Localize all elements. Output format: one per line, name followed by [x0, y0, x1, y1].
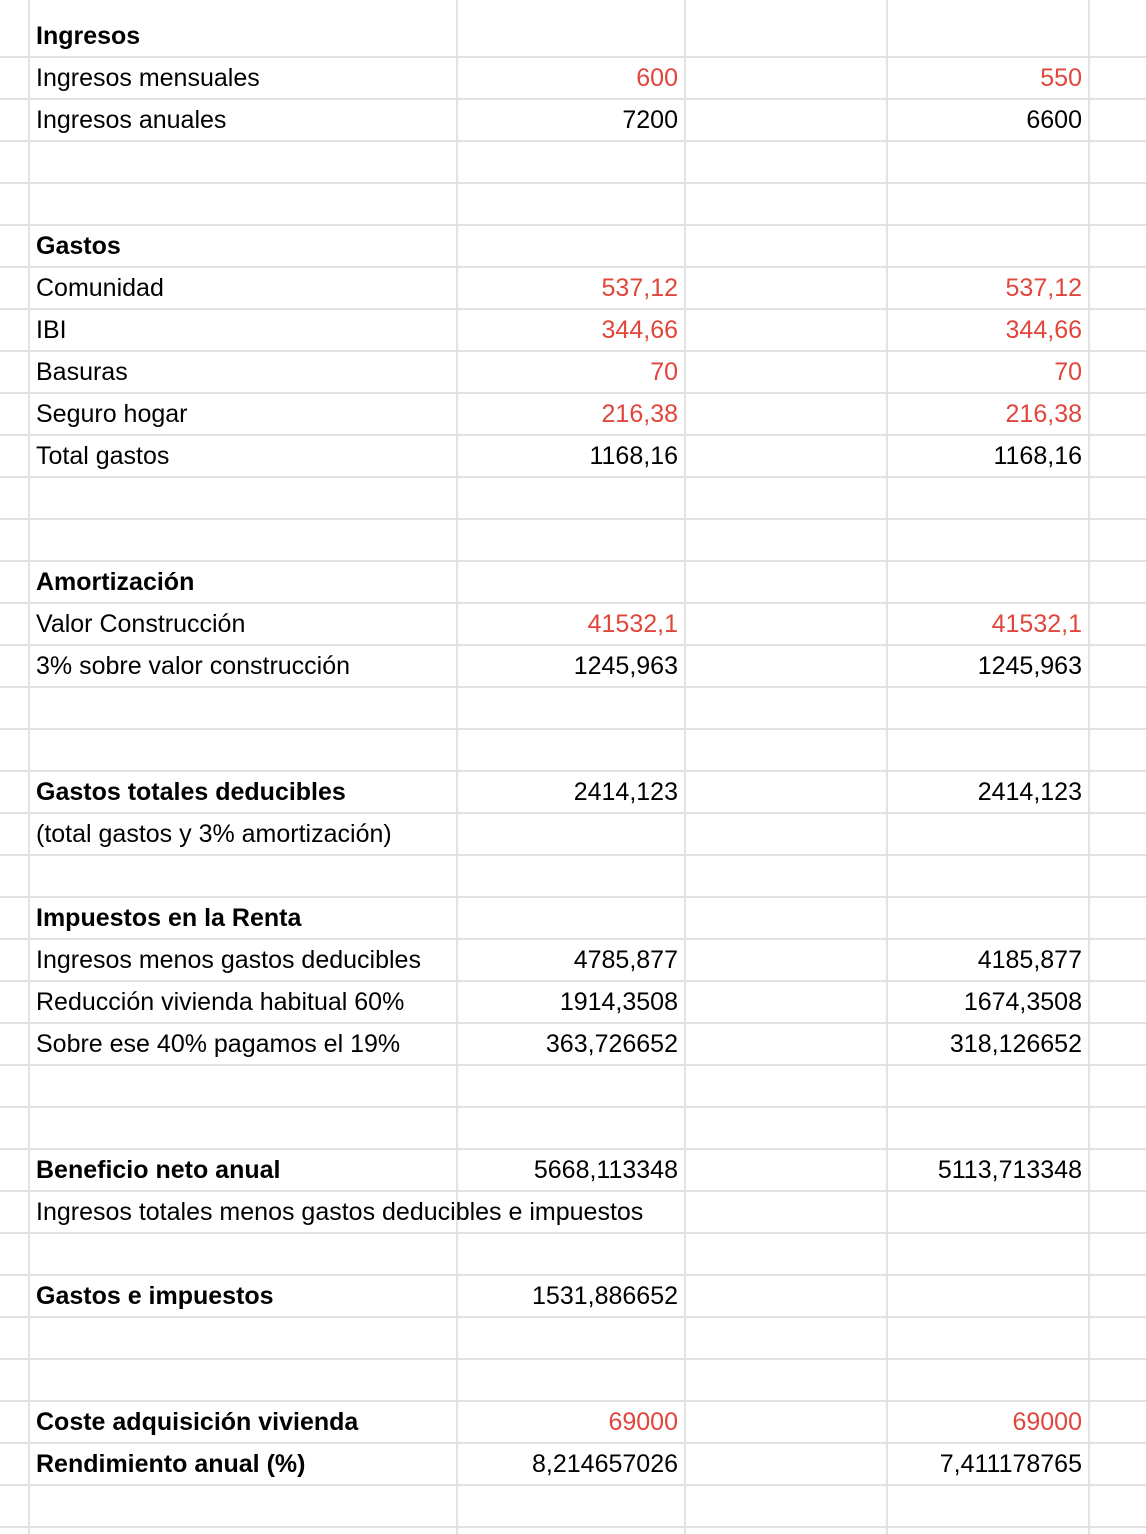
value-cell-column-1[interactable]: 363,726652 — [545, 1030, 678, 1058]
value-cell-column-1[interactable] — [458, 1234, 678, 1274]
value-cell-column-2[interactable]: 41532,1 — [991, 610, 1082, 638]
row-label-cell[interactable]: Ingresos — [36, 22, 141, 50]
value-cell-column-2[interactable]: 1168,16 — [993, 442, 1082, 470]
value-cell-column-2[interactable]: 1245,963 — [977, 652, 1082, 680]
value-cell-column-1[interactable]: 1168,16 — [589, 442, 678, 470]
value-cell-column-1[interactable]: 69000 — [608, 1408, 678, 1436]
value-cell-column-2[interactable] — [888, 856, 1082, 896]
value-cell-column-2[interactable] — [888, 1108, 1082, 1148]
row-label-cell[interactable]: Ingresos mensuales — [36, 64, 260, 92]
value-cell-column-1[interactable] — [458, 1318, 678, 1358]
value-cell-column-1[interactable] — [458, 1192, 678, 1232]
sheet-row — [0, 898, 1146, 940]
sheet-row — [0, 394, 1146, 436]
value-cell-column-2[interactable] — [888, 1486, 1082, 1526]
value-cell-column-1[interactable]: 600 — [636, 64, 678, 92]
value-cell-column-1[interactable] — [458, 730, 678, 770]
sheet-row — [0, 646, 1146, 688]
row-label-cell[interactable]: Rendimiento anual (%) — [36, 1450, 306, 1478]
row-label-cell[interactable]: Ingresos totales menos gastos deducibles e impuestos — [36, 1198, 644, 1226]
value-cell-column-1[interactable] — [458, 1486, 678, 1526]
value-cell-column-2[interactable] — [888, 898, 1082, 938]
value-cell-column-2[interactable]: 4185,877 — [977, 946, 1082, 974]
value-cell-column-2[interactable] — [888, 1192, 1082, 1232]
value-cell-column-1[interactable]: 8,214657026 — [532, 1450, 678, 1478]
value-cell-column-2[interactable] — [888, 520, 1082, 560]
value-cell-column-2[interactable] — [888, 1318, 1082, 1358]
sheet-row — [0, 1444, 1146, 1486]
value-cell-column-1[interactable]: 216,38 — [601, 400, 678, 428]
value-cell-column-1[interactable] — [458, 898, 678, 938]
row-label-cell[interactable]: Coste adquisición vivienda — [36, 1408, 359, 1436]
value-cell-column-2[interactable]: 5113,713348 — [937, 1156, 1082, 1184]
value-cell-column-1[interactable] — [458, 478, 678, 518]
value-cell-column-2[interactable] — [888, 688, 1082, 728]
sheet-row — [0, 604, 1146, 646]
sheet-row — [0, 436, 1146, 478]
value-cell-column-2[interactable] — [888, 1276, 1082, 1316]
row-label-cell[interactable]: 3% sobre valor construcción — [36, 652, 351, 680]
sheet-row — [0, 1318, 1146, 1360]
value-cell-column-2[interactable]: 216,38 — [1005, 400, 1082, 428]
sheet-row — [0, 478, 1146, 520]
row-label-cell[interactable]: Total gastos — [36, 442, 170, 470]
value-cell-column-2[interactable]: 1674,3508 — [963, 988, 1082, 1016]
value-cell-column-2[interactable]: 537,12 — [1005, 274, 1082, 302]
sheet-row — [0, 16, 1146, 58]
value-cell-column-2[interactable]: 70 — [1054, 358, 1082, 386]
row-label-cell[interactable]: Impuestos en la Renta — [36, 904, 302, 932]
value-cell-column-2[interactable]: 6600 — [1026, 106, 1082, 134]
sheet-row — [0, 1276, 1146, 1318]
value-cell-column-1[interactable] — [458, 814, 678, 854]
row-label-cell[interactable]: IBI — [36, 316, 67, 344]
sheet-row — [0, 982, 1146, 1024]
sheet-row — [0, 1108, 1146, 1150]
value-cell-column-1[interactable]: 1245,963 — [573, 652, 678, 680]
value-cell-column-2[interactable] — [888, 1066, 1082, 1106]
sheet-row — [0, 226, 1146, 268]
row-label-cell[interactable]: Basuras — [36, 358, 128, 386]
row-label-cell[interactable]: Valor Construcción — [36, 610, 246, 638]
value-cell-column-2[interactable] — [888, 1360, 1082, 1400]
value-cell-column-1[interactable]: 70 — [650, 358, 678, 386]
value-cell-column-2[interactable] — [888, 16, 1082, 56]
value-cell-column-1[interactable]: 1531,886652 — [532, 1282, 678, 1310]
value-cell-column-1[interactable] — [458, 1360, 678, 1400]
value-cell-column-2[interactable] — [888, 142, 1082, 182]
value-cell-column-1[interactable] — [458, 562, 678, 602]
row-label-cell[interactable]: Sobre ese 40% pagamos el 19% — [36, 1030, 401, 1058]
row-label-cell[interactable]: Gastos totales deducibles — [36, 778, 346, 806]
sheet-row — [0, 1360, 1146, 1402]
sheet-row — [0, 1486, 1146, 1528]
row-label-cell[interactable]: Ingresos anuales — [36, 106, 227, 134]
value-cell-column-2[interactable] — [888, 226, 1082, 266]
sheet-row — [0, 856, 1146, 898]
sheet-row — [0, 814, 1146, 856]
sheet-row — [0, 352, 1146, 394]
sheet-row — [0, 1150, 1146, 1192]
sheet-row — [0, 940, 1146, 982]
row-label-cell[interactable]: Seguro hogar — [36, 400, 188, 428]
value-cell-column-2[interactable]: 2414,123 — [977, 778, 1082, 806]
sheet-row — [0, 730, 1146, 772]
sheet-row — [0, 1402, 1146, 1444]
row-label-cell[interactable]: Reducción vivienda habitual 60% — [36, 988, 405, 1016]
value-cell-column-1[interactable] — [458, 16, 678, 56]
value-cell-column-2[interactable] — [888, 730, 1082, 770]
value-cell-column-2[interactable] — [888, 1234, 1082, 1274]
sheet-row — [0, 688, 1146, 730]
value-cell-column-2[interactable] — [888, 478, 1082, 518]
row-label-cell[interactable]: Beneficio neto anual — [36, 1156, 281, 1184]
value-cell-column-1[interactable]: 4785,877 — [573, 946, 678, 974]
value-cell-column-2[interactable]: 344,66 — [1005, 316, 1082, 344]
value-cell-column-1[interactable] — [458, 184, 678, 224]
sheet-row — [0, 1066, 1146, 1108]
value-cell-column-1[interactable]: 41532,1 — [587, 610, 678, 638]
value-cell-column-1[interactable]: 5668,113348 — [533, 1156, 678, 1184]
sheet-row — [0, 1192, 1146, 1234]
row-label-cell[interactable]: Comunidad — [36, 274, 164, 302]
sheet-row — [0, 268, 1146, 310]
sheet-row — [0, 184, 1146, 226]
sheet-row — [0, 772, 1146, 814]
value-cell-column-2[interactable] — [888, 814, 1082, 854]
value-cell-column-1[interactable] — [458, 856, 678, 896]
value-cell-column-1[interactable] — [458, 688, 678, 728]
value-cell-column-1[interactable] — [458, 142, 678, 182]
sheet-row — [0, 520, 1146, 562]
row-label-cell[interactable]: Gastos e impuestos — [36, 1282, 274, 1310]
value-cell-column-1[interactable]: 537,12 — [601, 274, 678, 302]
value-cell-column-2[interactable] — [888, 562, 1082, 602]
sheet-row — [0, 562, 1146, 604]
value-cell-column-1[interactable]: 344,66 — [601, 316, 678, 344]
sheet-row — [0, 100, 1146, 142]
value-cell-column-2[interactable]: 7,411178765 — [939, 1450, 1082, 1478]
value-cell-column-1[interactable]: 2414,123 — [573, 778, 678, 806]
sheet-row — [0, 1024, 1146, 1066]
sheet-row — [0, 310, 1146, 352]
row-label-cell[interactable]: Gastos — [36, 232, 121, 260]
row-label-cell[interactable]: (total gastos y 3% amortización) — [36, 820, 392, 848]
value-cell-column-2[interactable] — [888, 184, 1082, 224]
value-cell-column-1[interactable] — [458, 226, 678, 266]
sheet-row — [0, 1234, 1146, 1276]
sheet-row — [0, 142, 1146, 184]
value-cell-column-1[interactable] — [458, 1108, 678, 1148]
row-label-cell[interactable]: Amortización — [36, 568, 195, 596]
sheet-row — [0, 58, 1146, 100]
value-cell-column-1[interactable]: 1914,3508 — [559, 988, 678, 1016]
row-label-cell[interactable]: Ingresos menos gastos deducibles — [36, 946, 421, 974]
value-cell-column-2[interactable]: 69000 — [1012, 1408, 1082, 1436]
value-cell-column-1[interactable]: 7200 — [622, 106, 678, 134]
value-cell-column-2[interactable]: 550 — [1040, 64, 1082, 92]
value-cell-column-1[interactable] — [458, 1066, 678, 1106]
value-cell-column-1[interactable] — [458, 520, 678, 560]
value-cell-column-2[interactable]: 318,126652 — [949, 1030, 1082, 1058]
